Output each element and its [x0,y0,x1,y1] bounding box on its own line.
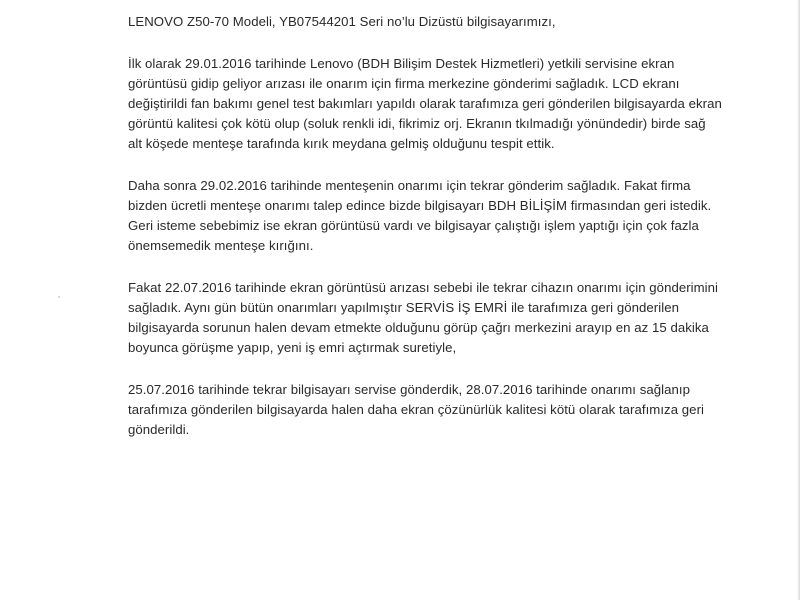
paragraph-line: gönderildi. [128,422,190,437]
paragraph-line: sağladık. Aynı gün bütün onarımları yapılmıştır SERVİS İŞ EMRİ ile tarafımıza geri gönderilen [128,300,679,315]
paragraph-line: alt köşede menteşe tarafında kırık meydana gelmiş olduğunu tespit ettik. [128,136,555,151]
paragraph-line: Daha sonra 29.02.2016 tarihinde menteşenin onarımı için tekrar gönderim sağladık. Fakat firma [128,178,691,193]
paragraph-line: değiştirildi fan bakımı genel test bakımları yapıldı olarak tarafımıza geri gönderilen bilgisayarda ekran [128,96,722,111]
paragraph-line: İlk olarak 29.01.2016 tarihinde Lenovo (BDH Bilişim Destek Hizmetleri) yetkili servisine ekran [128,56,675,71]
paragraph-4 [128,380,768,440]
paragraph-line: Fakat 22.07.2016 tarihinde ekran görüntüsü arızası sebebi ile tekrar cihazın onarımı için gönderimini [128,280,719,295]
paragraph-line: Geri isteme sebebimiz ise ekran görüntüsü vardı ve bilgisayar çalıştığı işlem yaptığı için çok fazla [128,218,699,233]
paragraph-line: bilgisayarda sorunun halen devam etmekte olduğunu görüp çağrı merkezini arayıp en az 15 dakika [128,320,709,335]
paragraph-line: 25.07.2016 tarihinde tekrar bilgisayarı servise gönderdik, 28.07.2016 tarihinde onarımı sağlanıp [128,382,690,397]
letter-body [128,12,768,460]
header-line: LENOVO Z50-70 Modeli, YB07544201 Seri no’lu Dizüstü bilgisayarımızı, [128,14,556,29]
paragraph-line: görüntü kalitesi çok kötü olup (soluk renkli idi, fikrimiz orj. Ekranın tkılmadığı yönündedir) birde sağ [128,116,706,131]
paragraph-line: görüntüsü gidip geliyor arızası ile onarım için firma merkezine gönderimi sağladık. LCD ekranı [128,76,680,91]
scan-speck [58,296,60,298]
paragraph-line: önemsemedik menteşe kırığını. [128,238,314,253]
paragraph-line: tarafımıza gönderilen bilgisayarda halen daha ekran çözünürlük kalitesi kötü olarak tarafımıza geri [128,402,704,417]
paragraph-1 [128,54,768,154]
paragraph-line: boyunca görüşme yapıp, yeni iş emri açtırmak suretiyle, [128,340,457,355]
paragraph-line: bizden ücretli menteşe onarımı talep edince bizde bilgisayarı BDH BİLİŞİM firmasından geri istedik. [128,198,712,213]
paragraph-3 [128,278,768,358]
paragraph-2 [128,176,768,256]
letter-header [128,12,768,32]
